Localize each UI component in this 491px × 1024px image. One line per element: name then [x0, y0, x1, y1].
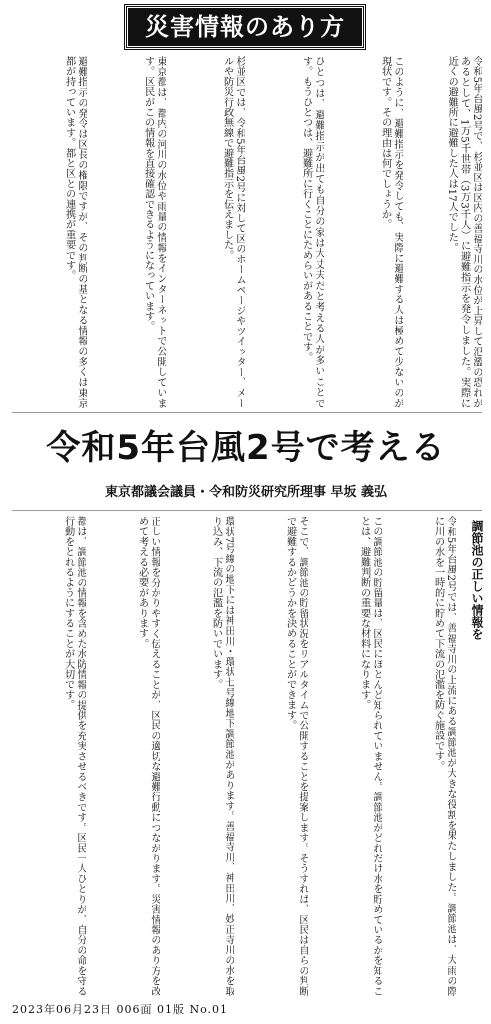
- lower-column-3: そこで、調節池の貯留状況をリアルタイムで公開することを提案します。そうすれば、区民は自らの判断で避難するかどうかを決めることができます。: [284, 516, 308, 996]
- section-banner: 災害情報のあり方: [125, 5, 365, 49]
- lower-column-2: この調節池の貯留量は、区民にほとんど知られていません。調節池がどれだけ水を貯めているかを知ることは、避難判断の重要な材料になります。: [358, 516, 382, 996]
- lower-article-body: [12, 516, 456, 996]
- upper-column-6: 避難指示の発令は区長の権限ですが、その判断の基となる情報の多くは東京都が持っています。都と区との連携が重要です。: [63, 56, 87, 408]
- upper-column-4: 杉並区では、令和5年台風2号に対して区のホームページやツイッター、メールや防災行政無線で避難指示を伝えました。: [221, 56, 245, 408]
- article-subhead: 調節池の正しい情報を: [470, 520, 484, 640]
- upper-column-3: ひとつは、避難指示が出ても自分の家は大丈夫だと考える人が多いことです。もうひとつは、避難所に行くことにためらいがあることです。: [300, 56, 324, 408]
- byline: 東京都議会議員・令和防災研究所理事 早坂 義弘: [104, 485, 388, 500]
- headline: 令和5年台風2号で考える: [46, 428, 446, 468]
- divider-lower: [12, 510, 482, 511]
- page-footer: 2023年06月23日 006面 01版 No.01: [12, 1003, 229, 1016]
- upper-article-body: [12, 56, 482, 408]
- upper-column-1: 令和5年台風2号で、杉並区は区内の善福寺川の水位が上昇して氾濫の恐れがあるとして、1万5千世帯（3万3千人）に避難指示を発令しました。実際に近くの避難所に避難した人は17人でした。: [446, 56, 482, 408]
- divider-upper: [12, 412, 482, 413]
- lower-column-4: 環状7号線の地下には神田川・環状七号線地下調節池があります。善福寺川、神田川、妙正寺川の水を取り込み、下流の氾濫を防いでいます。: [210, 516, 234, 996]
- upper-column-5: 東京都は、都内の河川の水位や雨量の情報をインターネットで公開しています。区民がこの情報を直接確認できるようになっています。: [142, 56, 166, 408]
- lower-column-6: 都は、調節池の情報を含めた水防情報の提供を充実させるべきです。区民一人ひとりが、自分の命を守る行動をとれるようにすることが大切です。: [62, 516, 86, 996]
- lower-column-5: 正しい情報を分かりやすく伝えることが、区民の適切な避難行動につながります。災害情報のあり方を改めて考える必要があります。: [136, 516, 160, 996]
- lower-column-1: 令和5年台風2号では、善福寺川の上流にある調節池が大きな役割を果たしました。調節池は、大雨の際に川の水を一時的に貯めて下流の氾濫を防ぐ施設です。: [432, 516, 456, 996]
- upper-column-2: このように、避難指示を発令しても、実際に避難する人は極めて少ないのが現状です。その理由は何でしょうか。: [379, 56, 403, 408]
